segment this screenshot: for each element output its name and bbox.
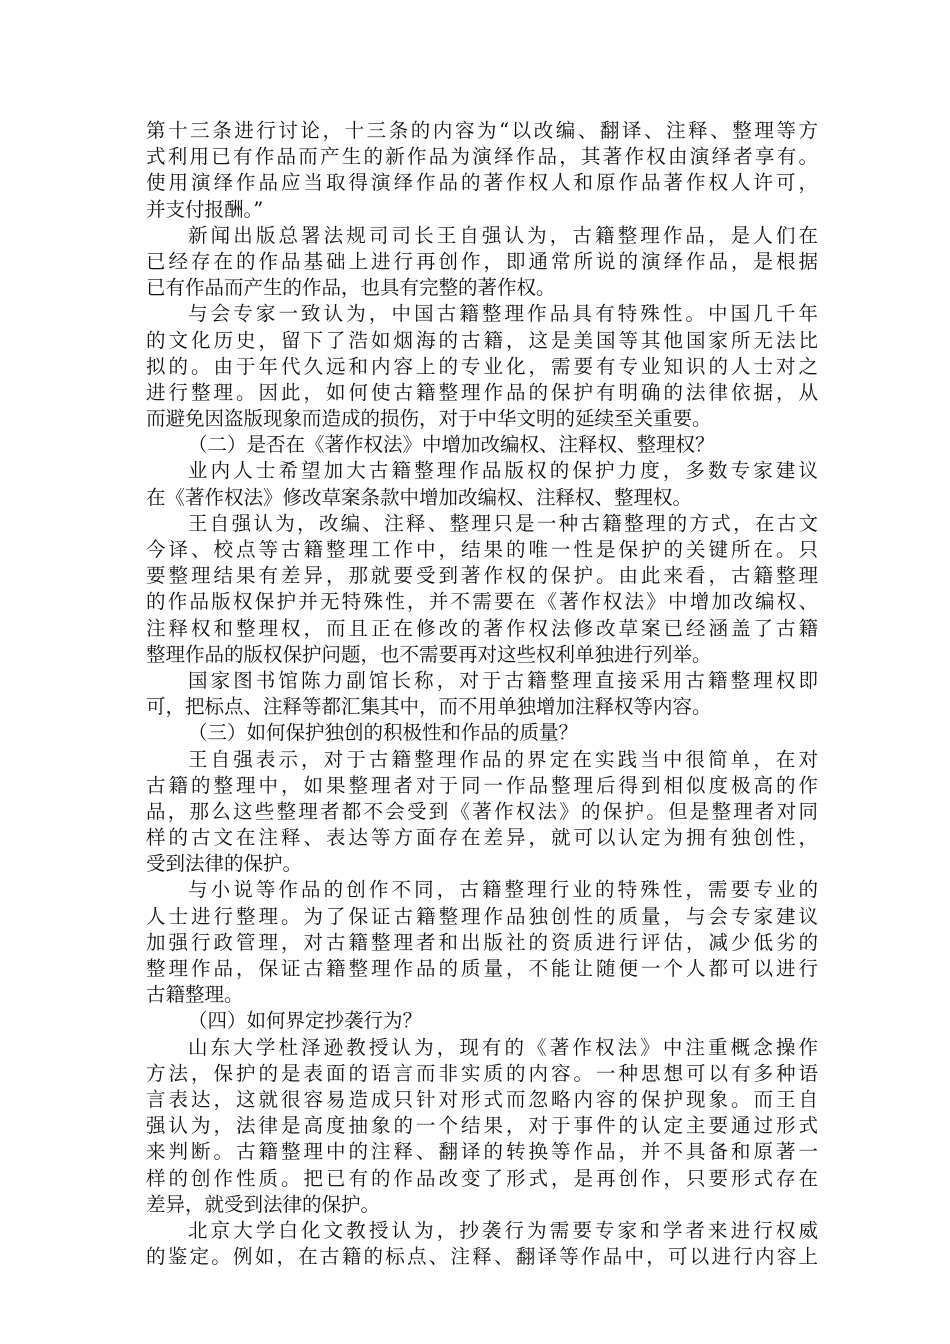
paragraph xyxy=(146,301,818,432)
paragraph xyxy=(146,668,818,720)
text-line: 品，那么这些整理者都不会受到《著作权法》的保护。但是整理者对同 xyxy=(146,799,818,823)
text-line: 今译、校点等古籍整理工作中，结果的唯一性是保护的关键所在。只 xyxy=(146,538,818,561)
paragraph xyxy=(146,1218,818,1270)
heading-line: （四）如何界定抄袭行为？ xyxy=(188,1009,423,1033)
text-line: 山东大学杜泽逊教授认为，现有的《著作权法》中注重概念操作 xyxy=(188,1035,818,1059)
paragraph xyxy=(146,458,818,510)
text-line: 古籍整理。 xyxy=(146,983,244,1007)
paragraph xyxy=(146,118,818,223)
text-line: 的作品版权保护并无特殊性，并不需要在《著作权法》中增加改编权、 xyxy=(146,590,818,614)
text-line: 新闻出版总署法规司司长王自强认为，古籍整理作品，是人们在 xyxy=(188,223,818,247)
text-line: 来判断。古籍整理中的注释、翻译的转换等作品，并不具备和原著一 xyxy=(146,1140,818,1164)
text-line: 王自强表示，对于古籍整理作品的界定在实践当中很简单，在对 xyxy=(188,747,818,771)
text-line: 北京大学白化文教授认为，抄袭行为需要专家和学者来进行权威 xyxy=(188,1218,818,1242)
text-line: 古籍的整理中，如果整理者对于同一作品整理后得到相似度极高的作 xyxy=(146,773,818,797)
text-line: 使用演绎作品应当取得演绎作品的著作权人和原作品著作权人许可， xyxy=(146,171,818,195)
text-line: 的鉴定。例如，在古籍的标点、注释、翻译等作品中，可以进行内容上 xyxy=(146,1245,818,1269)
section-heading xyxy=(146,720,818,746)
text-line: 与会专家一致认为，中国古籍整理作品具有特殊性。中国几千年 xyxy=(188,302,818,326)
text-line: 人士进行整理。为了保证古籍整理作品独创性的质量，与会专家建议 xyxy=(146,904,818,928)
text-line: 差异，就受到法律的保护。 xyxy=(146,1192,381,1216)
text-line: 式利用已有作品而产生的新作品为演绎作品，其著作权由演绎者享有。 xyxy=(146,145,818,169)
text-line: 言表达，这就很容易造成只针对形式而忽略内容的保护现象。而王自 xyxy=(146,1087,818,1111)
text-line: 并支付报酬。” xyxy=(146,197,264,221)
text-line: 可，把标点、注释等都汇集其中，而不用单独增加注释权等内容。 xyxy=(146,695,712,719)
text-line: 王自强认为，改编、注释、整理只是一种古籍整理的方式，在古文 xyxy=(188,511,818,535)
text-line: 而避免因盗版现象而造成的损伤，对于中华文明的延续至关重要。 xyxy=(146,407,712,431)
text-line: 注释权和整理权，而且正在修改的著作权法修改草案已经涵盖了古籍 xyxy=(146,616,818,640)
document-body xyxy=(146,118,818,1270)
paragraph xyxy=(146,747,818,878)
text-line: 第十三条进行讨论，十三条的内容为“以改编、翻译、注释、整理等方 xyxy=(146,119,818,142)
text-line: 已经存在的作品基础上进行再创作，即通常所说的演绎作品，是根据 xyxy=(146,249,818,273)
section-heading xyxy=(146,1008,818,1034)
text-line: 拟的。由于年代久远和内容上的专业化，需要有专业知识的人士对之 xyxy=(146,354,818,378)
paragraph xyxy=(146,1035,818,1218)
text-line: 要整理结果有差异，那就要受到著作权的保护。由此来看，古籍整理 xyxy=(146,564,818,588)
text-line: 样的创作性质。把已有的作品改变了形式，是再创作，只要形式存在 xyxy=(146,1166,818,1190)
text-line: 与小说等作品的创作不同，古籍整理行业的特殊性，需要专业的 xyxy=(188,878,818,902)
text-line: 方法，保护的是表面的语言而非实质的内容。一种思想可以有多种语 xyxy=(146,1061,818,1085)
text-line: 已有作品而产生的作品，也具有完整的著作权。 xyxy=(146,276,556,300)
text-line: 业内人士希望加大古籍整理作品版权的保护力度，多数专家建议 xyxy=(188,459,818,483)
text-line: 的文化历史，留下了浩如烟海的古籍，这是美国等其他国家所无法比 xyxy=(146,328,818,352)
text-line: 整理作品的版权保护问题，也不需要再对这些权利单独进行列举。 xyxy=(146,642,712,666)
text-line: 样的古文在注释、表达等方面存在差异，就可以认定为拥有独创性， xyxy=(146,826,818,850)
text-line: 在《著作权法》修改草案条款中增加改编权、注释权、整理权。 xyxy=(146,485,693,509)
text-line: 整理作品，保证古籍整理作品的质量，不能让随便一个人都可以进行 xyxy=(146,957,818,980)
heading-line: （二）是否在《著作权法》中增加改编权、注释权、整理权？ xyxy=(188,433,715,457)
paragraph xyxy=(146,223,818,302)
paragraph xyxy=(146,877,818,1008)
paragraph xyxy=(146,511,818,668)
section-heading xyxy=(146,432,818,458)
text-line: 加强行政管理，对古籍整理者和出版社的资质进行评估，减少低劣的 xyxy=(146,930,818,954)
text-line: 受到法律的保护。 xyxy=(146,852,303,876)
text-line: 国家图书馆陈力副馆长称，对于古籍整理直接采用古籍整理权即 xyxy=(188,668,818,692)
text-line: 强认为，法律是高度抽象的一个结果，对于事件的认定主要通过形式 xyxy=(146,1114,818,1138)
heading-line: （三）如何保护独创的积极性和作品的质量？ xyxy=(188,721,579,745)
text-line: 进行整理。因此，如何使古籍整理作品的保护有明确的法律依据，从 xyxy=(146,380,818,404)
